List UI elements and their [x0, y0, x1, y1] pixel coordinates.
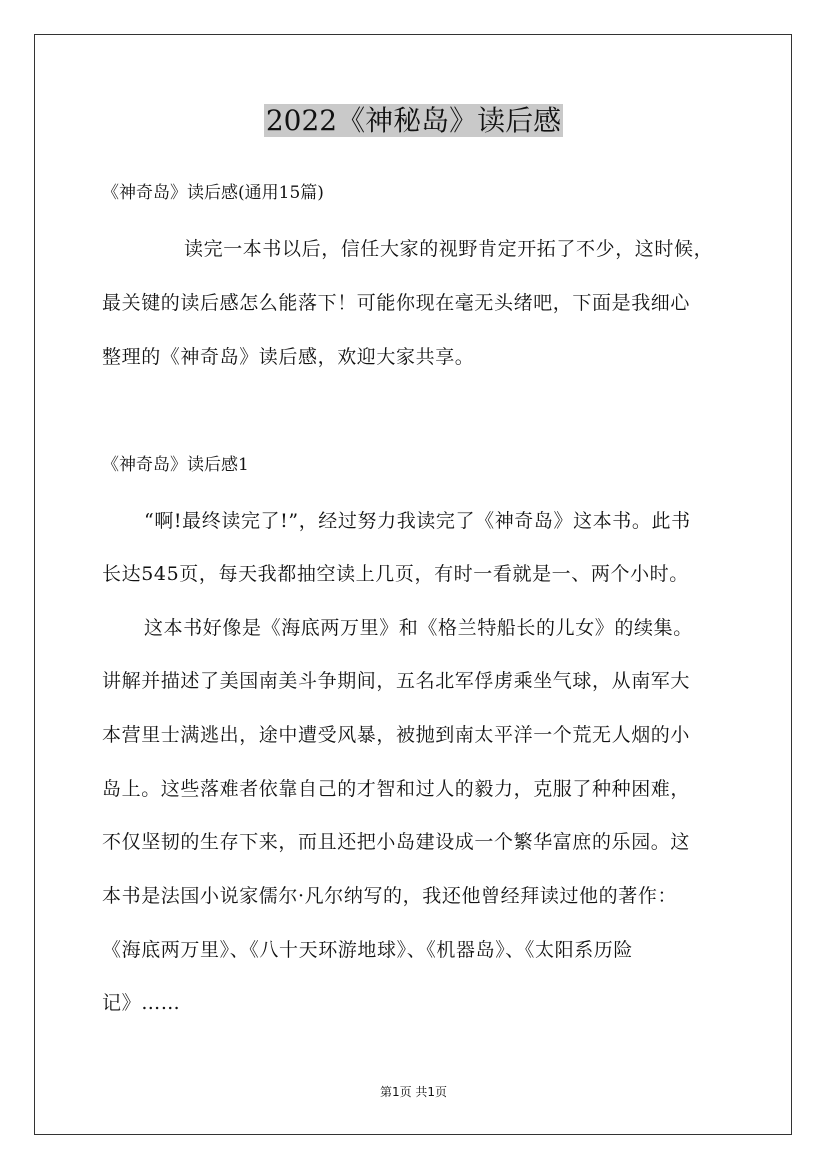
- intro-line: 最关键的读后感怎么能落下！可能你现在毫无头绪吧，下面是我细心: [102, 292, 691, 314]
- section-heading: 《神奇岛》读后感1: [102, 455, 249, 475]
- body-line: 本书是法国小说家儒尔·凡尔纳写的，我还他曾经拜读过他的著作：: [102, 885, 678, 907]
- body-line: 本营里士满逃出，途中遭受风暴，被抛到南太平洋一个荒无人烟的小: [102, 724, 691, 746]
- body-line: 这本书好像是《海底两万里》和《格兰特船长的儿女》的续集。: [144, 617, 693, 639]
- body-line: 岛上。这些落难者依靠自己的才智和过人的毅力，克服了种种困难，: [102, 778, 691, 800]
- intro-line: 读完一本书以后，信任大家的视野肯定开拓了不少，这时候，: [184, 238, 714, 260]
- body-line: 记》……: [102, 992, 181, 1014]
- body-line: 长达545页，每天我都抽空读上几页，有时一看就是一、两个小时。: [102, 563, 689, 585]
- page-footer: 第1页 共1页: [379, 1085, 448, 1099]
- document-subtitle: 《神奇岛》读后感(通用15篇): [102, 183, 324, 203]
- body-line: 《海底两万里》、《八十天环游地球》、《机器岛》、《太阳系历险: [102, 939, 634, 961]
- body-line: 不仅坚韧的生存下来，而且还把小岛建设成一个繁华富庶的乐园。这: [102, 831, 691, 853]
- document-title: [0, 101, 827, 141]
- document-title-text: 2022《神秘岛》读后感: [265, 104, 562, 137]
- body-line: “啊!最终读完了!”，经过努力我读完了《神奇岛》这本书。此书: [144, 510, 691, 532]
- body-line: 讲解并描述了美国南美斗争期间，五名北军俘虏乘坐气球，从南军大: [102, 670, 691, 692]
- intro-line: 整理的《神奇岛》读后感，欢迎大家共享。: [102, 346, 475, 368]
